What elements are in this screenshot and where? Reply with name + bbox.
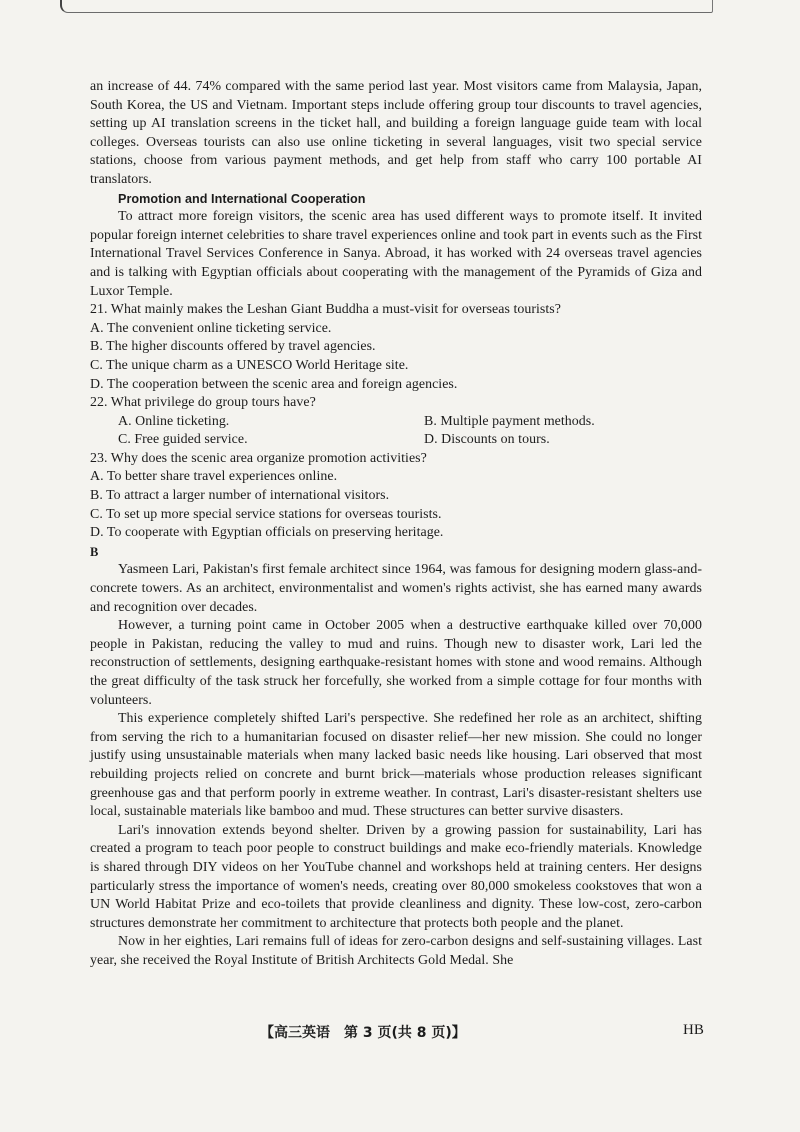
paragraph-promotion: To attract more foreign visitors, the scenic area has used different ways to promote itself. It invited popular foreign internet celebrities to share travel experiences online and took part in events such as the First International Travel Services Conference in Sanya. Abroad, it has worked with 24 overseas travel agencies and is talking with Egyptian officials about cooperating with the management of the Pyramids of Giza and Luxor Temple. bbox=[90, 209, 702, 299]
paragraph-5: Now in her eighties, Lari remains full of ideas for zero-carbon designs and self-sustaining villages. Last year, she received the Royal Institute of British Architects Gold Medal. She bbox=[90, 934, 702, 968]
question-23 bbox=[90, 450, 702, 543]
page-number-label: 【高三英语 第 3 页(共 8 页)】 bbox=[260, 1025, 466, 1041]
paragraph-4: Lari's innovation extends beyond shelter. Driven by a growing passion for sustainability, Lari has created a program to teach poor people to construct buildings and make eco-friendly materials. Knowledge is shared through DIY videos on her YouTube channel and workshops held at training centers. Her designs particularly stress the importance of women's needs, creating over 80,000 smokeless cookstoves that won a UN World Habitat Prize and eco-toilets that provide cleanliness and dignity. These low-cost, zero-carbon structures demonstrate her commitment to architecture that protects both people and the planet. bbox=[90, 822, 702, 931]
paragraph-3: This experience completely shifted Lari's perspective. She redefined her role as an architect, shifting from serving the rich to a humanitarian focused on disaster relief—her new mission. She could no longer justify using unsustainable materials when many lacked basic needs like housing. Lari observed that most rebuilding projects relied on concrete and burnt brick—materials whose production releases significant greenhouse gas and that perform poorly in extreme weather. In contrast, Lari's disaster-resistant shelters use local, sustainable materials like bamboo and mud. These structures can better survive disasters. bbox=[90, 711, 702, 820]
paragraph-1: Yasmeen Lari, Pakistan's first female architect since 1964, was famous for designing modern glass-and-concrete towers. As an architect, environmentalist and women's rights activist, she has earned many awards and recognition over decades. bbox=[90, 562, 702, 615]
option-a: A. To better share travel experiences online. bbox=[90, 469, 338, 485]
section-heading: Promotion and International Cooperation bbox=[118, 191, 366, 206]
options-row-1 bbox=[118, 413, 702, 432]
option-d: D. To cooperate with Egyptian officials on preserving heritage. bbox=[90, 525, 444, 541]
option-b: B. Multiple payment methods. bbox=[424, 413, 595, 429]
paragraph-continued: an increase of 44. 74% compared with the same period last year. Most visitors came from Malaysia, Japan, South Korea, the US and Vietnam. Important steps include offering group tour discounts to travel agencies, setting up AI translation screens in the ticket hall, and building a foreign language guide team with local colleges. Overseas tourists can also use online ticketing in several languages, visit two special service stations, choose from various payment methods, and get help from staff who carry 100 portable AI translators. bbox=[90, 79, 702, 187]
question-stem: 23. Why does the scenic area organize promotion activities? bbox=[90, 450, 427, 466]
option-a: A. The convenient online ticketing service. bbox=[90, 320, 332, 336]
document-page bbox=[90, 78, 702, 971]
option-c: C. The unique charm as a UNESCO World Heritage site. bbox=[90, 357, 409, 373]
question-22 bbox=[90, 394, 702, 450]
page-footer bbox=[260, 1022, 710, 1042]
question-21 bbox=[90, 301, 702, 394]
section-label-b: B bbox=[90, 544, 99, 559]
option-d: D. The cooperation between the scenic area and foreign agencies. bbox=[90, 376, 458, 392]
question-stem: 21. What mainly makes the Leshan Giant Buddha a must-visit for overseas tourists? bbox=[90, 302, 561, 318]
paragraph-2: However, a turning point came in October 2005 when a destructive earthquake killed over 70,000 people in Pakistan, reducing the valley to mud and ruins. Though new to disaster work, Lari led the reconstruction of settlements, designing earthquake-resistant homes with stone and wood remains. Although the great difficulty of the task struck her forcefully, she worked from a simple cottage for four months with volunteers. bbox=[90, 618, 702, 708]
question-stem: 22. What privilege do group tours have? bbox=[90, 395, 316, 411]
option-b: B. The higher discounts offered by travel agencies. bbox=[90, 339, 376, 355]
option-a: A. Online ticketing. bbox=[118, 413, 230, 429]
paper-code: HB bbox=[683, 1022, 704, 1038]
option-b: B. To attract a larger number of international visitors. bbox=[90, 488, 390, 504]
option-c: C. To set up more special service stations for overseas tourists. bbox=[90, 506, 442, 522]
option-d: D. Discounts on tours. bbox=[424, 432, 550, 448]
option-c: C. Free guided service. bbox=[118, 432, 248, 448]
page-top-edge bbox=[60, 0, 713, 13]
options-row-2 bbox=[118, 431, 702, 450]
